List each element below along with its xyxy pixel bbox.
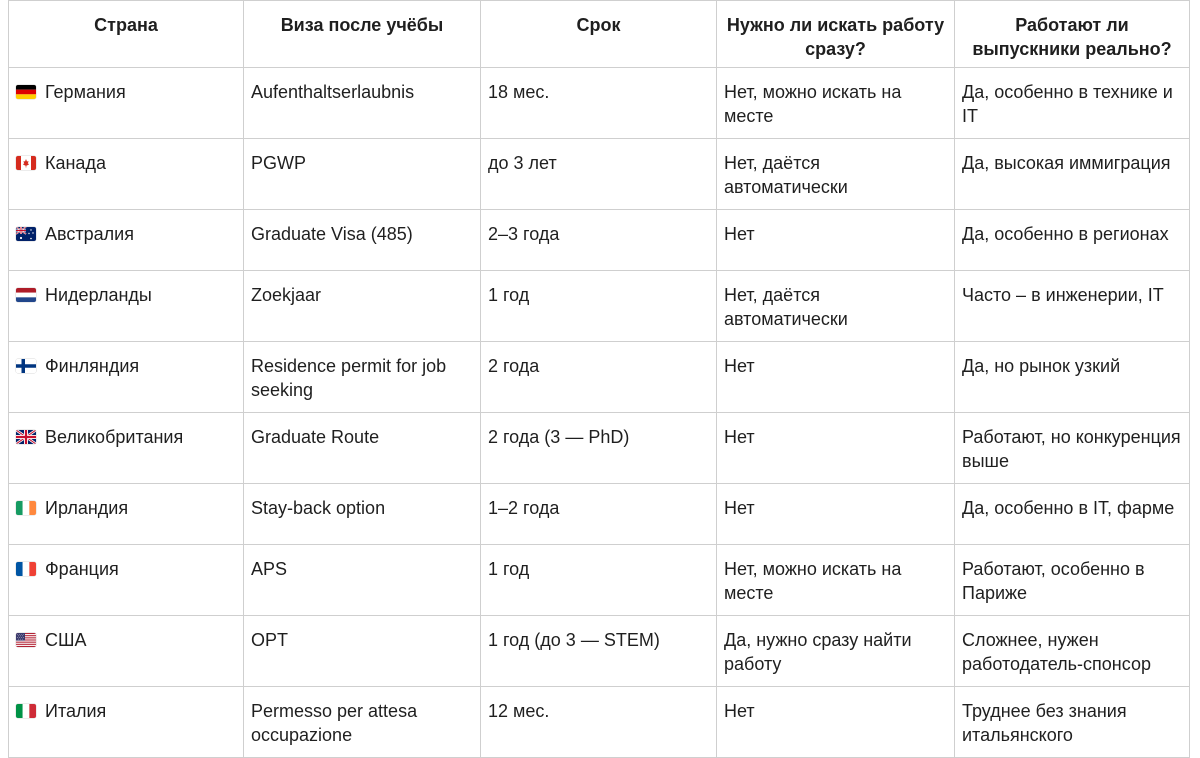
visa-cell: Graduate Route: [244, 413, 481, 484]
visa-cell: Residence permit for job seeking: [244, 342, 481, 413]
term-cell: 18 мес.: [481, 68, 717, 139]
term-cell: 1 год: [481, 545, 717, 616]
country-cell: [9, 139, 244, 210]
flag-usa-icon: [16, 633, 36, 647]
flag-italy-icon: [16, 704, 36, 718]
visa-cell: Zoekjaar: [244, 271, 481, 342]
header-visa: Виза после учёбы: [244, 1, 481, 68]
country-cell: [9, 342, 244, 413]
flag-ireland-icon: [16, 501, 36, 515]
flag-france-icon: [16, 562, 36, 576]
visa-cell: PGWP: [244, 139, 481, 210]
flag-australia-icon: [16, 227, 36, 241]
job-search-cell: Да, нужно сразу найти работу: [717, 616, 955, 687]
graduates-work-cell: Сложнее, нужен работодатель-спонсор: [955, 616, 1190, 687]
term-cell: 1 год (до 3 — STEM): [481, 616, 717, 687]
visa-cell: Permesso per attesa occupazione: [244, 687, 481, 758]
country-name: Финляндия: [45, 356, 140, 376]
country-name: Франция: [45, 559, 119, 579]
visa-comparison-table: [8, 0, 1190, 758]
graduates-work-cell: Да, высокая иммиграция: [955, 139, 1190, 210]
header-term: Срок: [481, 1, 717, 68]
country-name: Великобритания: [45, 427, 184, 447]
country-name: Ирландия: [45, 498, 129, 518]
country-cell: [9, 484, 244, 545]
table-row: [9, 139, 1190, 210]
flag-finland-icon: [16, 359, 36, 373]
job-search-cell: Нет: [717, 210, 955, 271]
job-search-cell: Нет: [717, 687, 955, 758]
table-body: [9, 68, 1190, 758]
country-name: Нидерланды: [45, 285, 152, 305]
job-search-cell: Нет, даётся автоматически: [717, 271, 955, 342]
graduates-work-cell: Да, особенно в IT, фарме: [955, 484, 1190, 545]
country-cell: [9, 413, 244, 484]
term-cell: 12 мес.: [481, 687, 717, 758]
job-search-cell: Нет: [717, 484, 955, 545]
table-row: [9, 413, 1190, 484]
term-cell: 1–2 года: [481, 484, 717, 545]
visa-cell: Stay-back option: [244, 484, 481, 545]
flag-canada-icon: [16, 156, 36, 170]
country-cell: [9, 545, 244, 616]
header-country: Страна: [9, 1, 244, 68]
term-cell: 1 год: [481, 271, 717, 342]
table-row: [9, 271, 1190, 342]
country-cell: [9, 210, 244, 271]
flag-germany-icon: [16, 85, 36, 99]
table-row: [9, 68, 1190, 139]
graduates-work-cell: Работают, но конкуренция выше: [955, 413, 1190, 484]
term-cell: 2–3 года: [481, 210, 717, 271]
visa-cell: Graduate Visa (485): [244, 210, 481, 271]
visa-cell: Aufenthaltserlaubnis: [244, 68, 481, 139]
country-cell: [9, 616, 244, 687]
term-cell: 2 года (3 — PhD): [481, 413, 717, 484]
country-name: Германия: [45, 82, 126, 102]
term-cell: до 3 лет: [481, 139, 717, 210]
graduates-work-cell: Труднее без знания итальянского: [955, 687, 1190, 758]
job-search-cell: Нет, можно искать на месте: [717, 545, 955, 616]
country-name: США: [45, 630, 87, 650]
term-cell: 2 года: [481, 342, 717, 413]
job-search-cell: Нет: [717, 342, 955, 413]
job-search-cell: Нет, даётся автоматически: [717, 139, 955, 210]
table-row: [9, 616, 1190, 687]
flag-netherlands-icon: [16, 288, 36, 302]
job-search-cell: Нет, можно искать на месте: [717, 68, 955, 139]
graduates-work-cell: Часто – в инженерии, IT: [955, 271, 1190, 342]
header-job-search: Нужно ли искать работу сразу?: [717, 1, 955, 68]
country-name: Канада: [45, 153, 106, 173]
visa-cell: OPT: [244, 616, 481, 687]
graduates-work-cell: Работают, особенно в Париже: [955, 545, 1190, 616]
visa-cell: APS: [244, 545, 481, 616]
country-name: Австралия: [45, 224, 134, 244]
table-row: [9, 210, 1190, 271]
country-cell: [9, 271, 244, 342]
header-row: [9, 1, 1190, 68]
country-cell: [9, 687, 244, 758]
table-row: [9, 342, 1190, 413]
table-row: [9, 484, 1190, 545]
country-cell: [9, 68, 244, 139]
graduates-work-cell: Да, но рынок узкий: [955, 342, 1190, 413]
graduates-work-cell: Да, особенно в технике и IT: [955, 68, 1190, 139]
graduates-work-cell: Да, особенно в регионах: [955, 210, 1190, 271]
table-row: [9, 687, 1190, 758]
table-header: [9, 1, 1190, 68]
country-name: Италия: [45, 701, 107, 721]
table-row: [9, 545, 1190, 616]
job-search-cell: Нет: [717, 413, 955, 484]
flag-uk-icon: [16, 430, 36, 444]
header-graduates-work: Работают ли выпускники реально?: [955, 1, 1190, 68]
